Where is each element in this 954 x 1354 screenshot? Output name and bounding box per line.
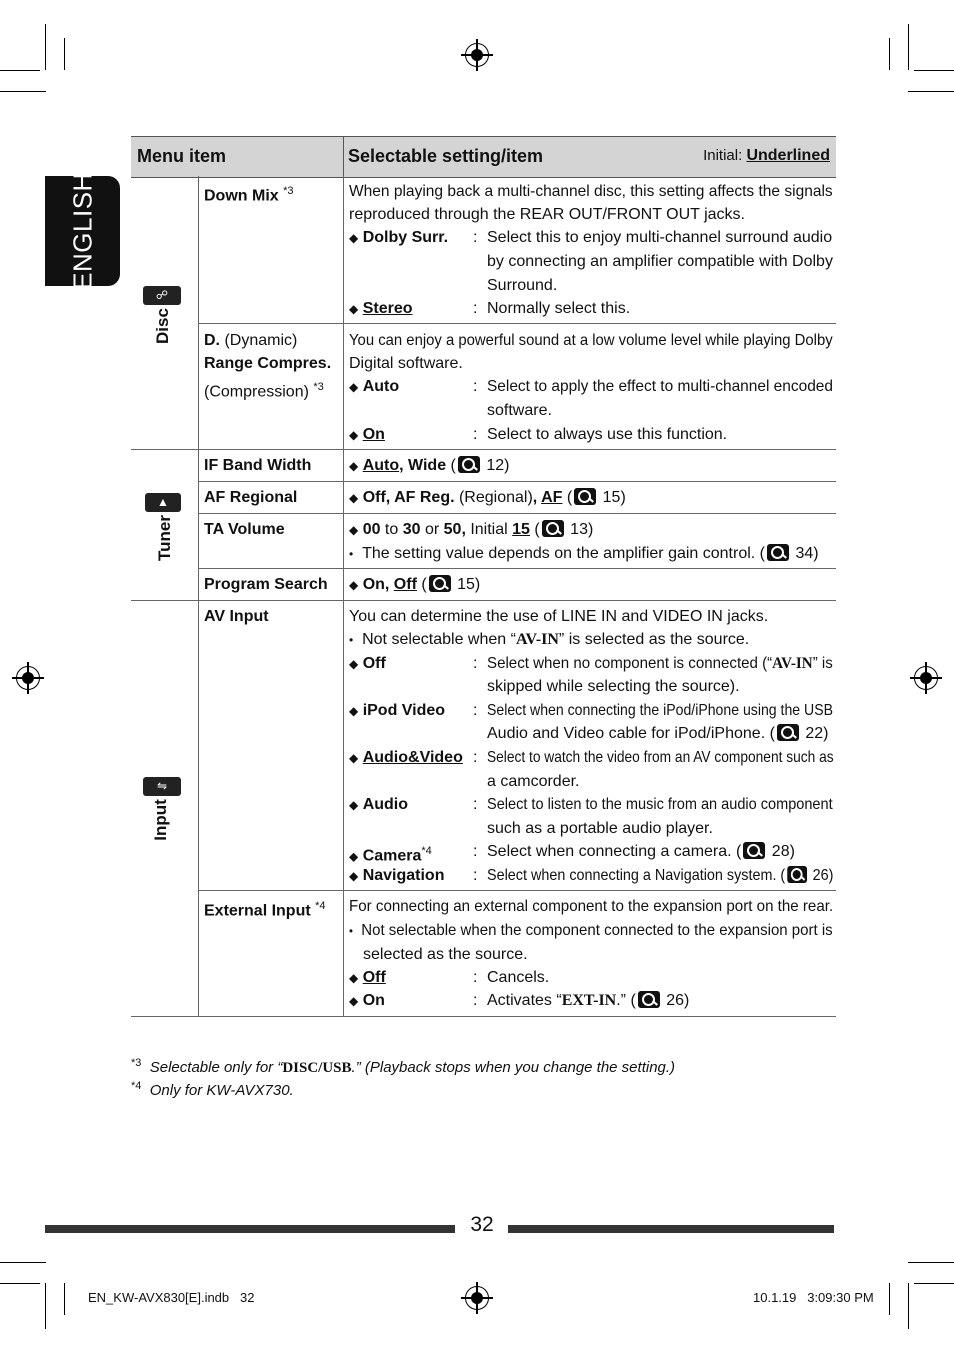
desc-text: When playing back a multi-channel disc, this setting affects the signals (349, 183, 833, 200)
reference-icon (542, 520, 564, 537)
option-dolby-surr: ◆ Dolby Surr. (349, 229, 449, 246)
menu-drc: D. (Dynamic) (204, 332, 298, 349)
menu-ta-volume: TA Volume (204, 521, 285, 538)
slug-date: 10.1.19 3:09:30 PM (753, 1290, 874, 1305)
option-audio: ◆ Audio (349, 796, 409, 813)
page-bar-left (45, 1225, 455, 1233)
colon: : (473, 655, 478, 672)
reference-icon (787, 866, 807, 883)
crop-mark (889, 1283, 890, 1315)
menu-down-mix: Down Mix $^{*3}$ (204, 185, 294, 205)
option-on: ◆ On (349, 992, 385, 1009)
option-desc: skipped while selecting the source). (487, 678, 740, 695)
crop-mark (0, 70, 40, 71)
av-input-note: • Not selectable when “AV-IN” is selected as the source. (349, 631, 750, 648)
desc-text: Digital software. (349, 355, 463, 372)
crop-mark (908, 91, 954, 92)
crop-mark (889, 38, 890, 70)
ext-input-note: • Not selectable when the component connected to the expansion port is (349, 922, 833, 939)
page-bar-right (508, 1225, 834, 1233)
header-initial: Initial: Underlined (703, 147, 830, 164)
crop-mark (64, 38, 65, 70)
menu-program-search: Program Search (204, 576, 328, 593)
crop-mark (45, 1283, 46, 1329)
header-selectable: Selectable setting/item (348, 146, 544, 166)
colon: : (473, 969, 478, 986)
option-navigation: ◆ Navigation (349, 867, 445, 884)
registration-mark-icon (914, 666, 938, 690)
colon: : (473, 378, 478, 395)
crop-mark (914, 70, 954, 71)
header-menu-item: Menu item (137, 146, 227, 166)
crop-mark (908, 1283, 909, 1329)
language-tab (45, 172, 120, 290)
option-desc: Select to always use this function. (487, 426, 728, 443)
tuner-antenna-icon: ▲ (145, 493, 181, 512)
crop-mark (0, 1262, 46, 1263)
category-tuner: Tuner (155, 515, 174, 561)
af-regional-values: ◆ Off, AF Reg. (Regional), AF ( 15) (349, 489, 626, 506)
option-desc: Select to apply the effect to multi-channel encoded (487, 378, 833, 395)
colon: : (473, 992, 478, 1009)
reference-icon (458, 456, 480, 473)
reference-icon (743, 842, 765, 859)
crop-mark (908, 1262, 954, 1263)
slug-file: EN_KW-AVX830[E].indb 32 (88, 1290, 255, 1305)
footnote-4: $^{*4}$ Only for KW-AVX730. (131, 1080, 294, 1099)
desc-text: reproduced through the REAR OUT/FRONT OUT jacks. (349, 206, 745, 223)
menu-drc-name: Range Compres. (204, 355, 332, 372)
desc-text: You can enjoy a powerful sound at a low volume level while playing Dolby (349, 332, 833, 349)
ta-volume-note: • The setting value depends on the amplifier gain control. ( 34) (349, 545, 819, 562)
option-desc: Select when connecting a Navigation system. ( 26) (487, 867, 834, 884)
option-desc: Select this to enjoy multi-channel surround audio (487, 229, 833, 246)
option-camera: ◆ Camera$^{*4}$ (349, 845, 432, 865)
colon: : (473, 426, 478, 443)
option-desc: software. (487, 402, 552, 419)
option-desc: Select when connecting a camera. ( 28) (487, 843, 795, 860)
reference-icon (429, 575, 451, 592)
crop-mark (0, 1283, 40, 1284)
disc-icon: ☍ (143, 286, 181, 305)
option-auto: ◆ Auto (349, 378, 400, 395)
option-off: ◆ Off (349, 655, 386, 672)
reference-icon (767, 544, 789, 561)
program-search-values: ◆ On, Off ( 15) (349, 576, 481, 593)
crop-mark (0, 91, 46, 92)
crop-mark (908, 24, 909, 70)
option-audio-video: ◆ Audio&Video (349, 749, 463, 766)
crop-mark (64, 1283, 65, 1315)
option-desc: Select to listen to the music from an audio component (487, 796, 833, 813)
colon: : (473, 749, 478, 766)
menu-af-regional: AF Regional (204, 489, 298, 506)
footnote-3: $^{*3}$ Selectable only for “DISC/USB.” (Playback stops when you change the setting.) (131, 1057, 676, 1076)
option-desc: a camcorder. (487, 773, 580, 790)
menu-av-input: AV Input (204, 608, 269, 625)
input-plug-icon: ⇋ (143, 777, 181, 796)
option-desc: by connecting an amplifier compatible with Dolby (487, 253, 833, 270)
option-desc: Normally select this. (487, 300, 631, 317)
option-desc: such as a portable audio player. (487, 820, 713, 837)
category-input: Input (151, 799, 170, 841)
registration-mark-icon (16, 666, 40, 690)
crop-mark (45, 24, 46, 70)
option-desc: Surround. (487, 277, 558, 294)
option-stereo: ◆ Stereo (349, 300, 413, 317)
option-desc: Select when connecting the iPod/iPhone using the USB (487, 702, 833, 719)
colon: : (473, 867, 478, 884)
option-off: ◆ Off (349, 969, 386, 986)
colon: : (473, 229, 478, 246)
option-desc: Select to watch the video from an AV component such as (487, 749, 834, 766)
option-desc: Activates “EXT-IN.” ( 26) (487, 992, 690, 1009)
menu-drc-note: (Compression) $^{*3}$ (204, 381, 324, 401)
reference-icon (777, 724, 799, 741)
colon: : (473, 843, 478, 860)
menu-external-input: External Input $^{*4}$ (204, 900, 326, 920)
option-desc: Select when no component is connected (“AV-IN” is (487, 655, 833, 672)
option-on: ◆ On (349, 426, 385, 443)
reference-icon (638, 991, 660, 1008)
menu-if-band-width: IF Band Width (204, 457, 312, 474)
crop-mark (914, 1283, 954, 1284)
registration-mark-icon (465, 1286, 489, 1310)
registration-mark-icon (465, 43, 489, 67)
page-number: 32 (470, 1213, 494, 1236)
option-desc: Audio and Video cable for iPod/iPhone. ( 22) (487, 725, 829, 742)
option-desc: Cancels. (487, 969, 550, 986)
desc-text: For connecting an external component to the expansion port on the rear. (349, 898, 834, 915)
option-ipod-video: ◆ iPod Video (349, 702, 446, 719)
desc-text: selected as the source. (363, 946, 528, 963)
colon: : (473, 796, 478, 813)
colon: : (473, 702, 478, 719)
reference-icon (574, 488, 596, 505)
colon: : (473, 300, 478, 317)
ta-volume-values: ◆ 00 to 30 or 50, Initial 15 ( 13) (349, 521, 594, 538)
if-band-values: ◆ Auto, Wide ( 12) (349, 457, 510, 474)
category-disc: Disc (153, 308, 172, 344)
language-tab-label: ENGLISH (67, 172, 97, 290)
desc-text: You can determine the use of LINE IN and VIDEO IN jacks. (349, 608, 769, 625)
